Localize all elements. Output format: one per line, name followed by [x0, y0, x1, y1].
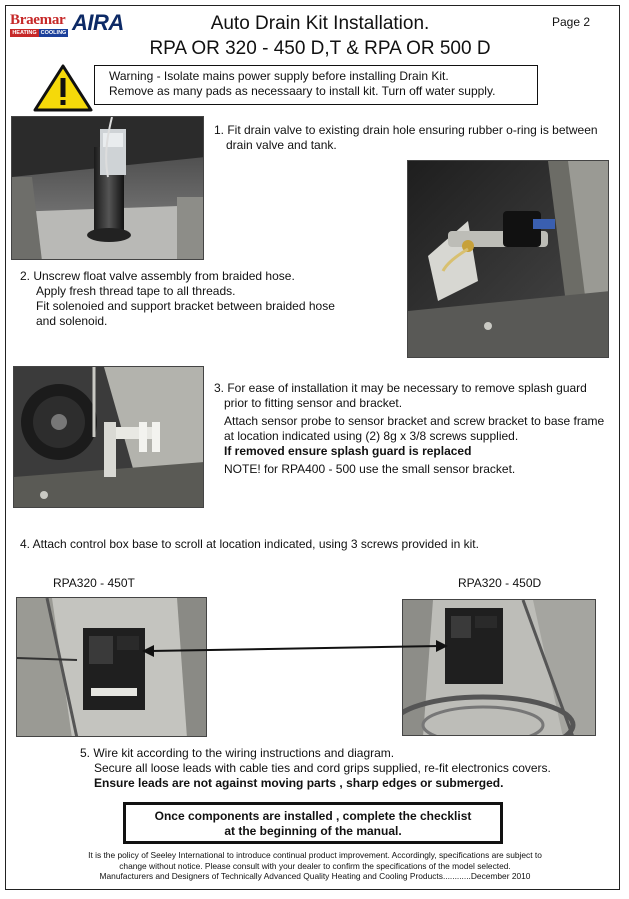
drain-valve-image — [12, 117, 204, 260]
warning-line-2: Remove as many pads as necessaary to install kit. Turn off water supply. — [109, 84, 496, 98]
step-1-line-2: drain valve and tank. — [226, 138, 337, 152]
step-2-text — [20, 269, 380, 329]
checklist-reminder-line-2: at the beginning of the manual. — [224, 824, 402, 838]
photo-control-box-t — [16, 597, 207, 737]
checklist-reminder-box — [123, 802, 503, 844]
braemar-heating-label: HEATING — [10, 29, 39, 37]
step-5-line-3: Ensure leads are not against moving parts , sharp edges or submerged. — [94, 776, 504, 790]
footer — [20, 850, 610, 882]
photo-control-box-d — [402, 599, 596, 736]
control-box-d-image — [403, 600, 596, 736]
step-2-line-4: and solenoid. — [36, 314, 108, 328]
model-label-left: RPA320 - 450T — [53, 576, 135, 590]
footer-line-1: It is the policy of Seeley International to introduce continual product improvement. Accordingly, specifications are subject to — [88, 850, 542, 860]
step-2-line-1: 2. Unscrew float valve assembly from braided hose. — [20, 269, 295, 283]
braemar-cooling-label: COOLING — [40, 30, 67, 36]
sensor-image — [14, 367, 204, 508]
step-2-line-2: Apply fresh thread tape to all threads. — [36, 284, 236, 298]
step-3-text — [214, 381, 614, 477]
photo-sensor — [13, 366, 204, 508]
warning-line-1: Warning - Isolate mains power supply before installing Drain Kit. — [109, 69, 449, 83]
step-3-line-1: 3. For ease of installation it may be necessary to remove splash guard — [214, 381, 587, 395]
checklist-reminder-line-1: Once components are installed , complete the checklist — [154, 809, 472, 823]
step-3-line-5: If removed ensure splash guard is replaced — [224, 444, 472, 458]
warning-triangle-icon — [32, 63, 94, 113]
page-number: Page 2 — [552, 15, 591, 29]
step-5-text — [80, 746, 610, 791]
solenoid-image — [408, 161, 609, 358]
step-4-line-1: 4. Attach control box base to scroll at location indicated, using 3 screws provided in kit. — [20, 537, 479, 551]
page-title: Auto Drain Kit Installation. — [210, 13, 430, 34]
step-1-line-1: 1. Fit drain valve to existing drain hole ensuring rubber o-ring is between — [214, 123, 598, 137]
control-box-t-image — [17, 598, 207, 737]
braemar-logo-bar — [10, 29, 68, 37]
model-label-right: RPA320 - 450D — [458, 576, 542, 590]
step-3-line-6: NOTE! for RPA400 - 500 use the small sensor bracket. — [224, 462, 516, 476]
step-3-line-3: Attach sensor probe to sensor bracket and screw bracket to base frame — [224, 414, 605, 428]
aira-logo: AIRA — [72, 10, 124, 35]
warning-box — [94, 65, 538, 105]
photo-solenoid — [407, 160, 609, 358]
step-3-line-4: at location indicated using (2) 8g x 3/8 screws supplied. — [224, 429, 519, 443]
footer-line-3: Manufacturers and Designers of Technically Advanced Quality Heating and Cooling Products............December 2010 — [99, 871, 531, 881]
page-subtitle: RPA OR 320 - 450 D,T & RPA OR 500 D — [149, 38, 491, 59]
step-5-line-2: Secure all loose leads with cable ties and cord grips supplied, re-fit electronics covers. — [94, 761, 551, 775]
photo-drain-valve — [11, 116, 204, 260]
braemar-logo-text: Braemar — [10, 12, 66, 28]
double-arrow-icon — [140, 635, 450, 665]
step-5-line-1: 5. Wire kit according to the wiring instructions and diagram. — [80, 746, 395, 760]
step-4-text — [20, 537, 610, 552]
step-3-line-2: prior to fitting sensor and bracket. — [224, 396, 403, 410]
step-2-line-3: Fit solenoied and support bracket between braided hose — [36, 299, 335, 313]
step-1-text — [214, 123, 614, 153]
footer-line-2: change without notice. Please consult with your dealer to confirm the specifications of the model selected. — [119, 860, 511, 871]
braemar-logo — [10, 12, 68, 38]
